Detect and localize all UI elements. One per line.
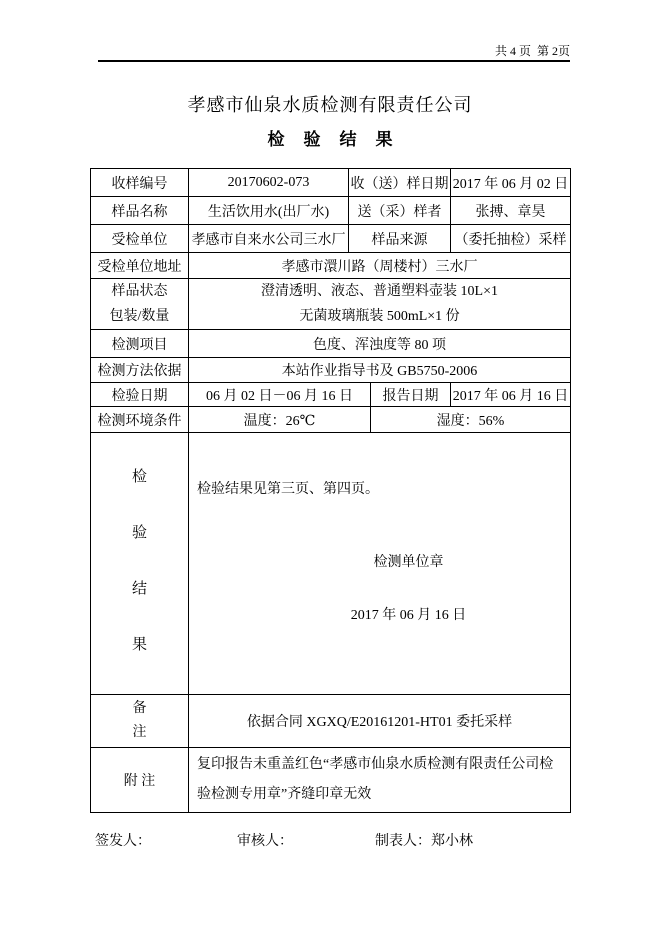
- sample-state-value-line1: 澄清透明、液态、普通塑料壶装 10L×1: [261, 284, 498, 299]
- test-items-label: 检测项目: [91, 330, 189, 358]
- temperature-value: 温度：26℃: [189, 407, 371, 433]
- test-items-value: 色度、浑浊度等 80 项: [189, 330, 571, 358]
- appendix-label: 附 注: [91, 748, 189, 813]
- test-date-value: 06 月 02 日－06 月 16 日: [189, 383, 371, 407]
- table-row: [91, 279, 571, 330]
- remark-label-line2: 注: [132, 725, 147, 740]
- table-row: [91, 225, 571, 253]
- sample-name-value: 生活饮用水(出厂水): [189, 197, 349, 225]
- sample-source-value: （委托抽检）采样: [451, 225, 571, 253]
- company-name: 孝感市仙泉水质检测有限责任公司: [187, 95, 473, 115]
- sampler-label: 送（采）样者: [349, 197, 451, 225]
- table-row: [91, 748, 571, 813]
- table-row: [91, 407, 571, 433]
- address-label: 受检单位地址: [91, 253, 189, 279]
- table-row: [91, 169, 571, 197]
- info-table: [90, 168, 571, 813]
- table-row: [91, 695, 571, 748]
- result-label-vertical: [91, 433, 188, 694]
- table-row: [91, 197, 571, 225]
- sample-name-label: 样品名称: [91, 197, 189, 225]
- sample-state-value: [189, 279, 571, 330]
- env-label: 检测环境条件: [91, 407, 189, 433]
- sample-no-value: 20170602-073: [189, 169, 349, 197]
- table-row: [91, 433, 571, 695]
- receive-date-label: 收（送）样日期: [349, 169, 451, 197]
- result-label-char: 检: [131, 469, 147, 485]
- table-row: [91, 330, 571, 358]
- table-row: [91, 253, 571, 279]
- table-row: [91, 358, 571, 383]
- receive-date-value: 2017 年 06 月 02 日: [451, 169, 571, 197]
- sample-state-label-line1: 样品状态: [111, 284, 168, 299]
- remark-label-line1: 备: [132, 701, 147, 716]
- result-label-char: 验: [131, 525, 147, 541]
- signature-row: [0, 830, 657, 854]
- table-row: [91, 383, 571, 407]
- preparer-label: 制表人：: [375, 834, 431, 849]
- humidity-value: 湿度：56%: [371, 407, 571, 433]
- seal-placeholder-label: 检测单位章: [373, 555, 444, 570]
- sampler-value: 张搏、章昊: [451, 197, 571, 225]
- preparer-field: [375, 830, 473, 850]
- sample-state-label: [91, 279, 189, 330]
- appendix-value: 复印报告未重盖红色“孝感市仙泉水质检测有限责任公司检验检测专用章”齐缝印章无效: [189, 748, 571, 813]
- report-date-label: 报告日期: [371, 383, 451, 407]
- sample-no-label: 收样编号: [91, 169, 189, 197]
- issuer-label: 签发人：: [95, 834, 151, 849]
- doc-title: 检验结果: [267, 130, 412, 149]
- test-date-label: 检验日期: [91, 383, 189, 407]
- result-label-char: 结: [131, 581, 147, 597]
- remark-value: 依据合同 XGXQ/E20161201-HT01 委托采样: [189, 695, 571, 748]
- sample-state-value-line2: 无菌玻璃瓶装 500mL×1 份: [299, 309, 460, 324]
- sample-source-label: 样品来源: [349, 225, 451, 253]
- remark-label: [91, 695, 189, 748]
- sample-state-label-line2: 包装/数量: [109, 309, 170, 324]
- report-date-value: 2017 年 06 月 16 日: [451, 383, 571, 407]
- result-date: 2017 年 06 月 16 日: [350, 608, 467, 623]
- header-rule: [98, 60, 570, 62]
- method-label: 检测方法依据: [91, 358, 189, 383]
- result-note-text: 检验结果见第三页、第四页。: [197, 482, 379, 497]
- reviewer-label: 审核人：: [237, 834, 293, 849]
- preparer-name: 郑小林: [431, 834, 473, 849]
- address-value: 孝感市澴川路（周楼村）三水厂: [189, 253, 571, 279]
- page-indicator: 共 4 页 第 2页: [494, 44, 570, 58]
- result-label-char: 果: [131, 637, 147, 653]
- result-content: [189, 433, 571, 695]
- result-section-label: [91, 433, 189, 695]
- method-value: 本站作业指导书及 GB5750-2006: [189, 358, 571, 383]
- inspected-unit-value: 孝感市自来水公司三水厂: [189, 225, 349, 253]
- inspected-unit-label: 受检单位: [91, 225, 189, 253]
